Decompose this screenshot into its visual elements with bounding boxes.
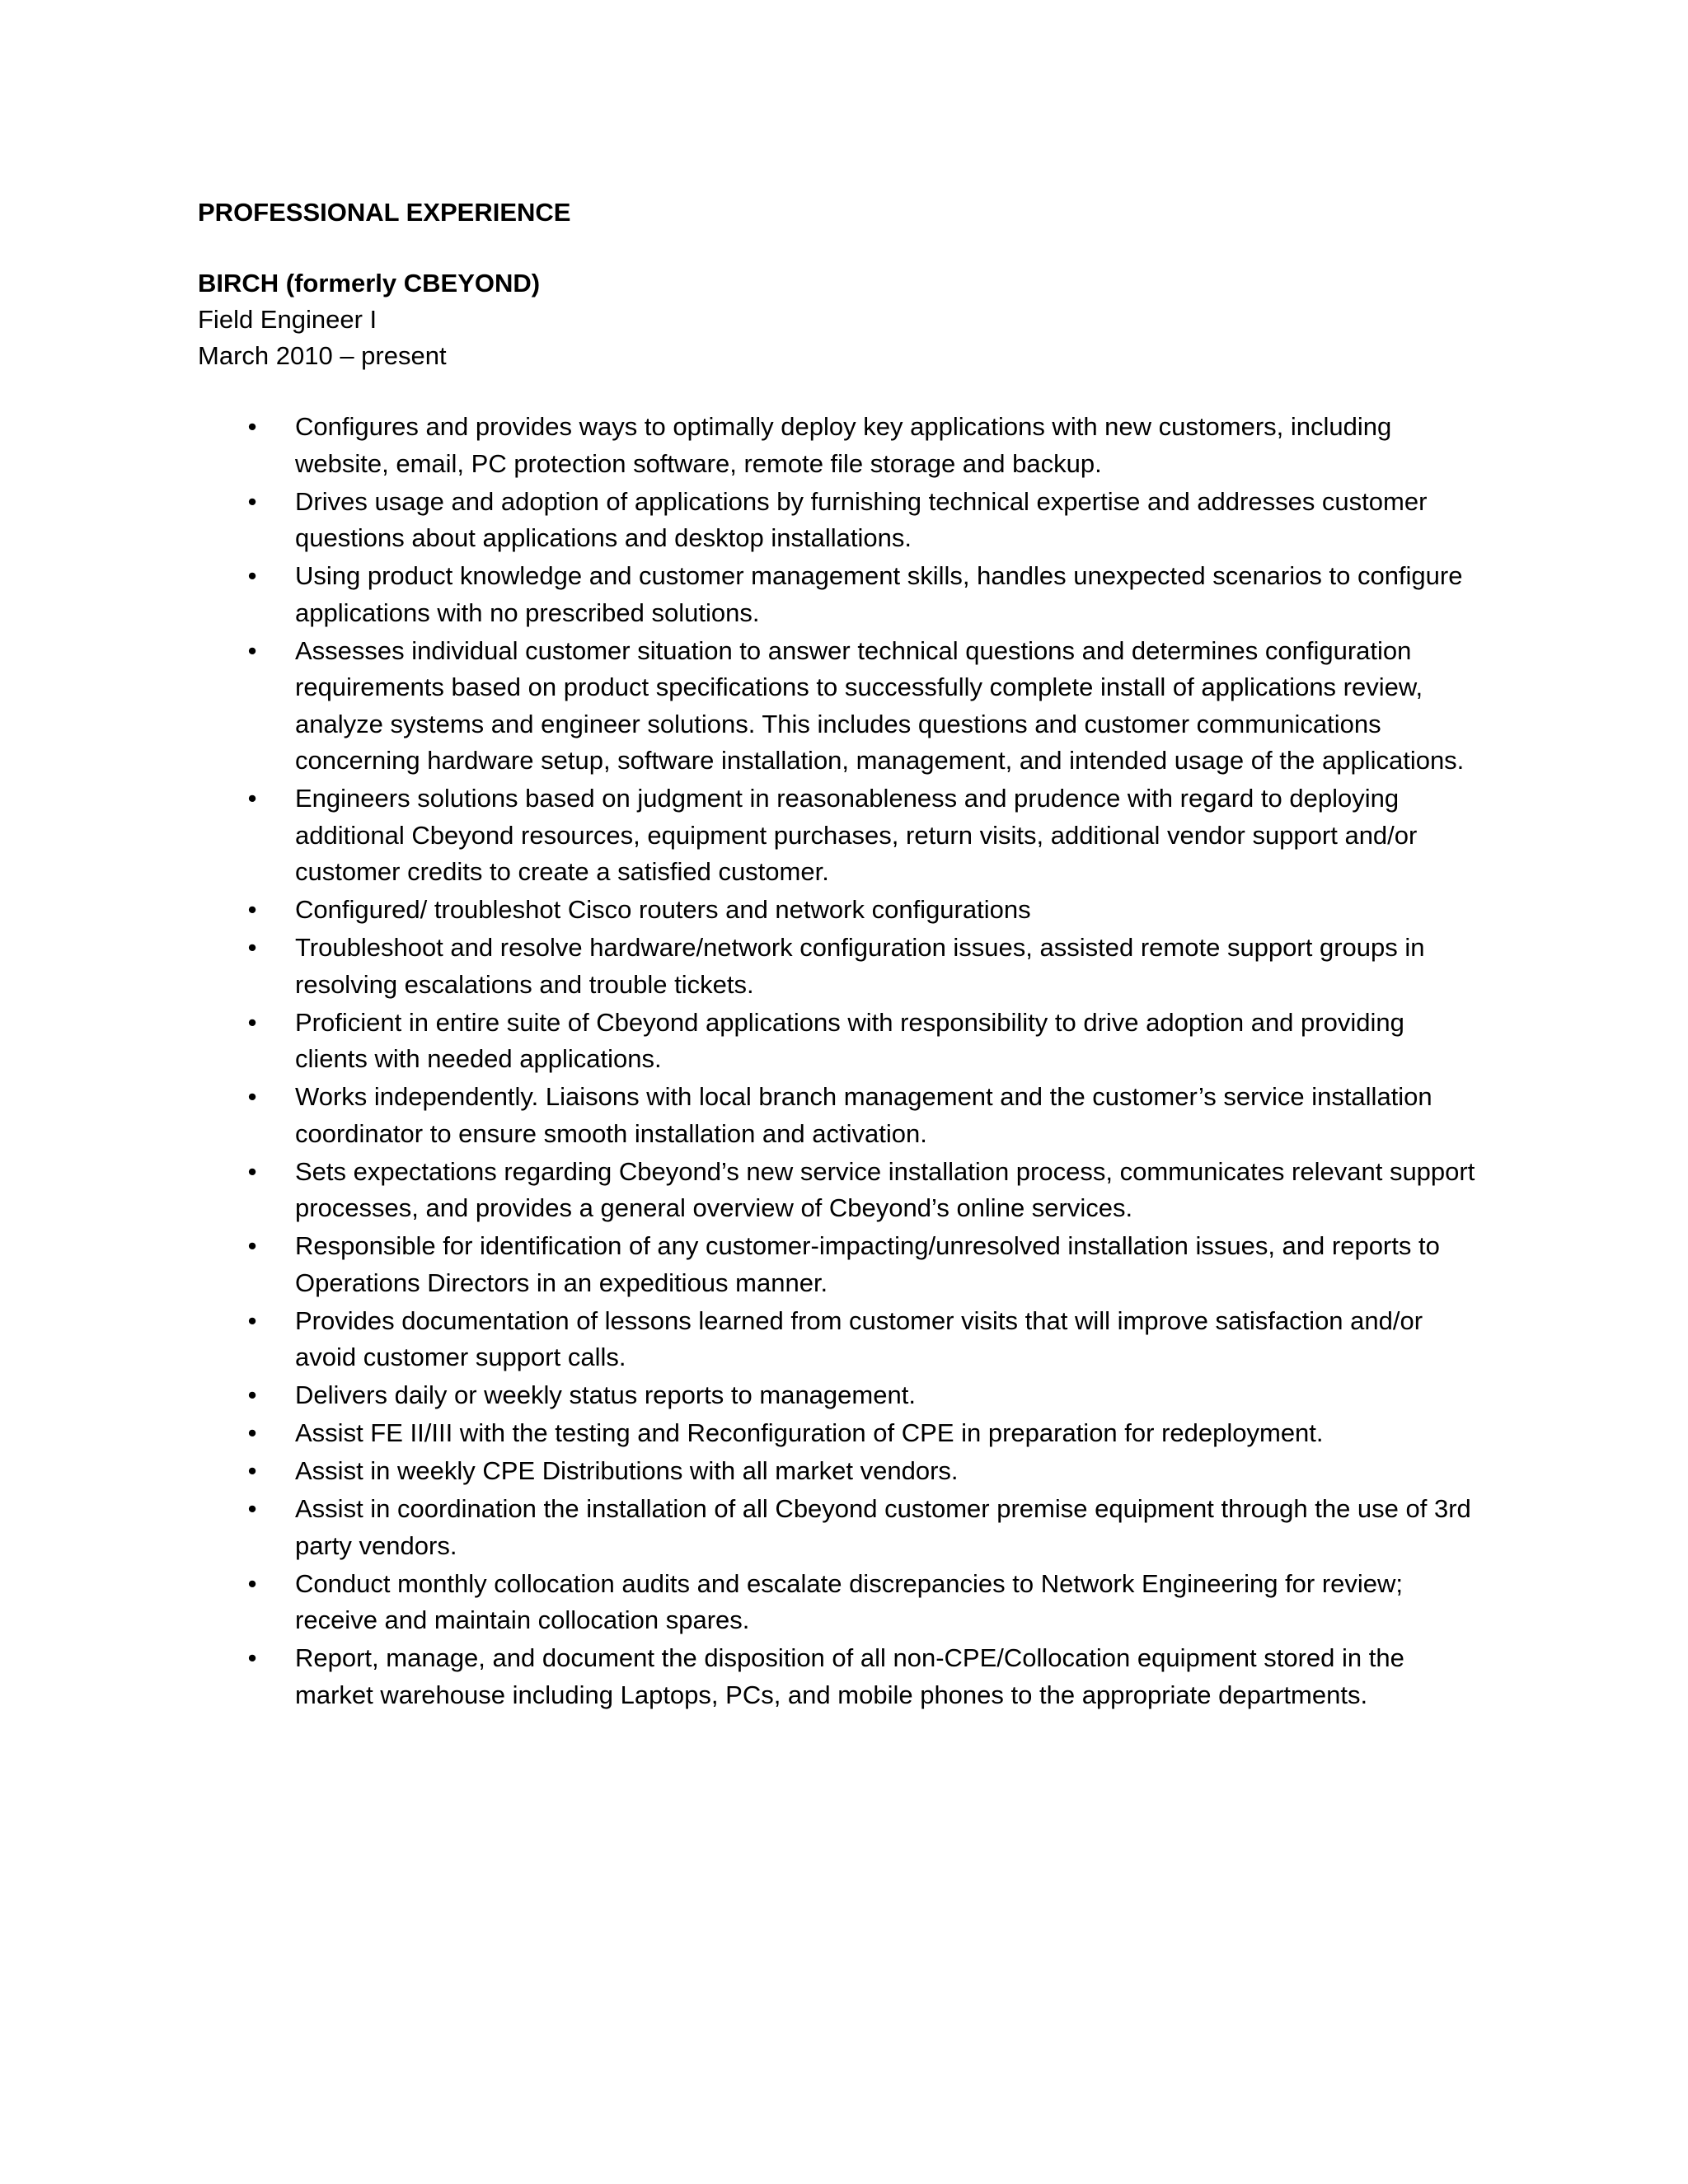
responsibility-list <box>198 409 1484 1713</box>
bullet-icon: • <box>247 561 257 590</box>
bullet-icon: • <box>247 1456 257 1485</box>
list-item-text: Using product knowledge and customer management skills, handles unexpected scenarios to configure applications with no prescribed solutions. <box>295 561 1463 627</box>
experience-section <box>198 194 1484 1715</box>
list-item-text: Assist FE II/III with the testing and Reconfiguration of CPE in preparation for redeployment. <box>295 1418 1324 1447</box>
list-item-text: Assist in weekly CPE Distributions with all market vendors. <box>295 1456 959 1485</box>
list-item-text: Drives usage and adoption of applications by furnishing technical expertise and addresses customer questions about applications and desktop installations. <box>295 486 1428 552</box>
job-dates: March 2010 – present <box>198 341 447 370</box>
list-item-text: Responsible for identification of any customer-impacting/unresolved installation issues, and reports to Operations Directors in an expeditious manner. <box>295 1231 1440 1297</box>
list-item-text: Configured/ troubleshot Cisco routers and network configurations <box>295 895 1031 924</box>
list-item <box>198 1154 1484 1227</box>
list-item <box>198 1005 1484 1078</box>
bullet-icon: • <box>247 784 257 813</box>
list-item <box>198 1566 1484 1639</box>
list-item <box>198 780 1484 891</box>
list-item-text: Engineers solutions based on judgment in reasonableness and prudence with regard to deploying additional Cbeyond resources, equipment purchases, return visits, additional vendor support and/or customer credits to create a satisfied customer. <box>295 784 1418 886</box>
list-item-text: Conduct monthly collocation audits and escalate discrepancies to Network Engineering for review; receive and maintain collocation spares. <box>295 1568 1404 1634</box>
list-item <box>198 1415 1484 1452</box>
bullet-icon: • <box>247 1156 257 1186</box>
bullet-icon: • <box>247 1305 257 1335</box>
list-item <box>198 930 1484 1003</box>
list-item-text: Sets expectations regarding Cbeyond’s new service installation process, communicates relevant support processes, and provides a general overview of Cbeyond’s online services. <box>295 1156 1475 1222</box>
list-item <box>198 409 1484 482</box>
list-item-text: Delivers daily or weekly status reports to management. <box>295 1380 916 1409</box>
section-heading: PROFESSIONAL EXPERIENCE <box>198 198 571 227</box>
bullet-icon: • <box>247 1494 257 1523</box>
list-item-text: Troubleshoot and resolve hardware/network configuration issues, assisted remote support groups in resolving escalations and trouble tickets. <box>295 933 1425 999</box>
list-item-text: Assist in coordination the installation of all Cbeyond customer premise equipment through the use of 3rd party vendors. <box>295 1494 1471 1560</box>
bullet-icon: • <box>247 1418 257 1447</box>
list-item <box>198 1453 1484 1490</box>
bullet-icon: • <box>247 895 257 924</box>
list-item <box>198 1228 1484 1301</box>
list-item-text: Assesses individual customer situation to answer technical questions and determines configuration requirements based on product specifications to successfully complete install of applications review, analyze systems and engineer solutions. This includes questions and customer communications concerning hardware setup, software installation, management, and intended usage of the applications. <box>295 635 1465 775</box>
list-item <box>198 1491 1484 1564</box>
list-item <box>198 1303 1484 1376</box>
bullet-icon: • <box>247 1231 257 1260</box>
bullet-icon: • <box>247 1643 257 1672</box>
list-item <box>198 558 1484 631</box>
bullet-icon: • <box>247 1082 257 1111</box>
bullet-icon: • <box>247 1380 257 1409</box>
bullet-icon: • <box>247 486 257 516</box>
bullet-icon: • <box>247 1007 257 1037</box>
list-item-text: Works independently. Liaisons with local branch management and the customer’s service installation coordinator to ensure smooth installation and activation. <box>295 1082 1432 1148</box>
job-title: Field Engineer I <box>198 305 377 334</box>
list-item <box>198 892 1484 929</box>
list-item <box>198 633 1484 780</box>
list-item-text: Proficient in entire suite of Cbeyond applications with responsibility to drive adoption and providing clients with needed applications. <box>295 1007 1404 1073</box>
list-item-text: Provides documentation of lessons learned from customer visits that will improve satisfaction and/or avoid customer support calls. <box>295 1305 1423 1371</box>
list-item <box>198 1079 1484 1152</box>
company-name: BIRCH (formerly CBEYOND) <box>198 269 541 298</box>
list-item-text: Configures and provides ways to optimally deploy key applications with new customers, including website, email, PC protection software, remote file storage and backup. <box>295 412 1392 478</box>
bullet-icon: • <box>247 412 257 441</box>
list-item <box>198 1640 1484 1713</box>
bullet-icon: • <box>247 933 257 962</box>
list-item <box>198 484 1484 557</box>
list-item-text: Report, manage, and document the disposition of all non-CPE/Collocation equipment stored in the market warehouse including Laptops, PCs, and mobile phones to the appropriate departments. <box>295 1643 1404 1709</box>
bullet-icon: • <box>247 1568 257 1598</box>
list-item <box>198 1377 1484 1414</box>
bullet-icon: • <box>247 635 257 665</box>
